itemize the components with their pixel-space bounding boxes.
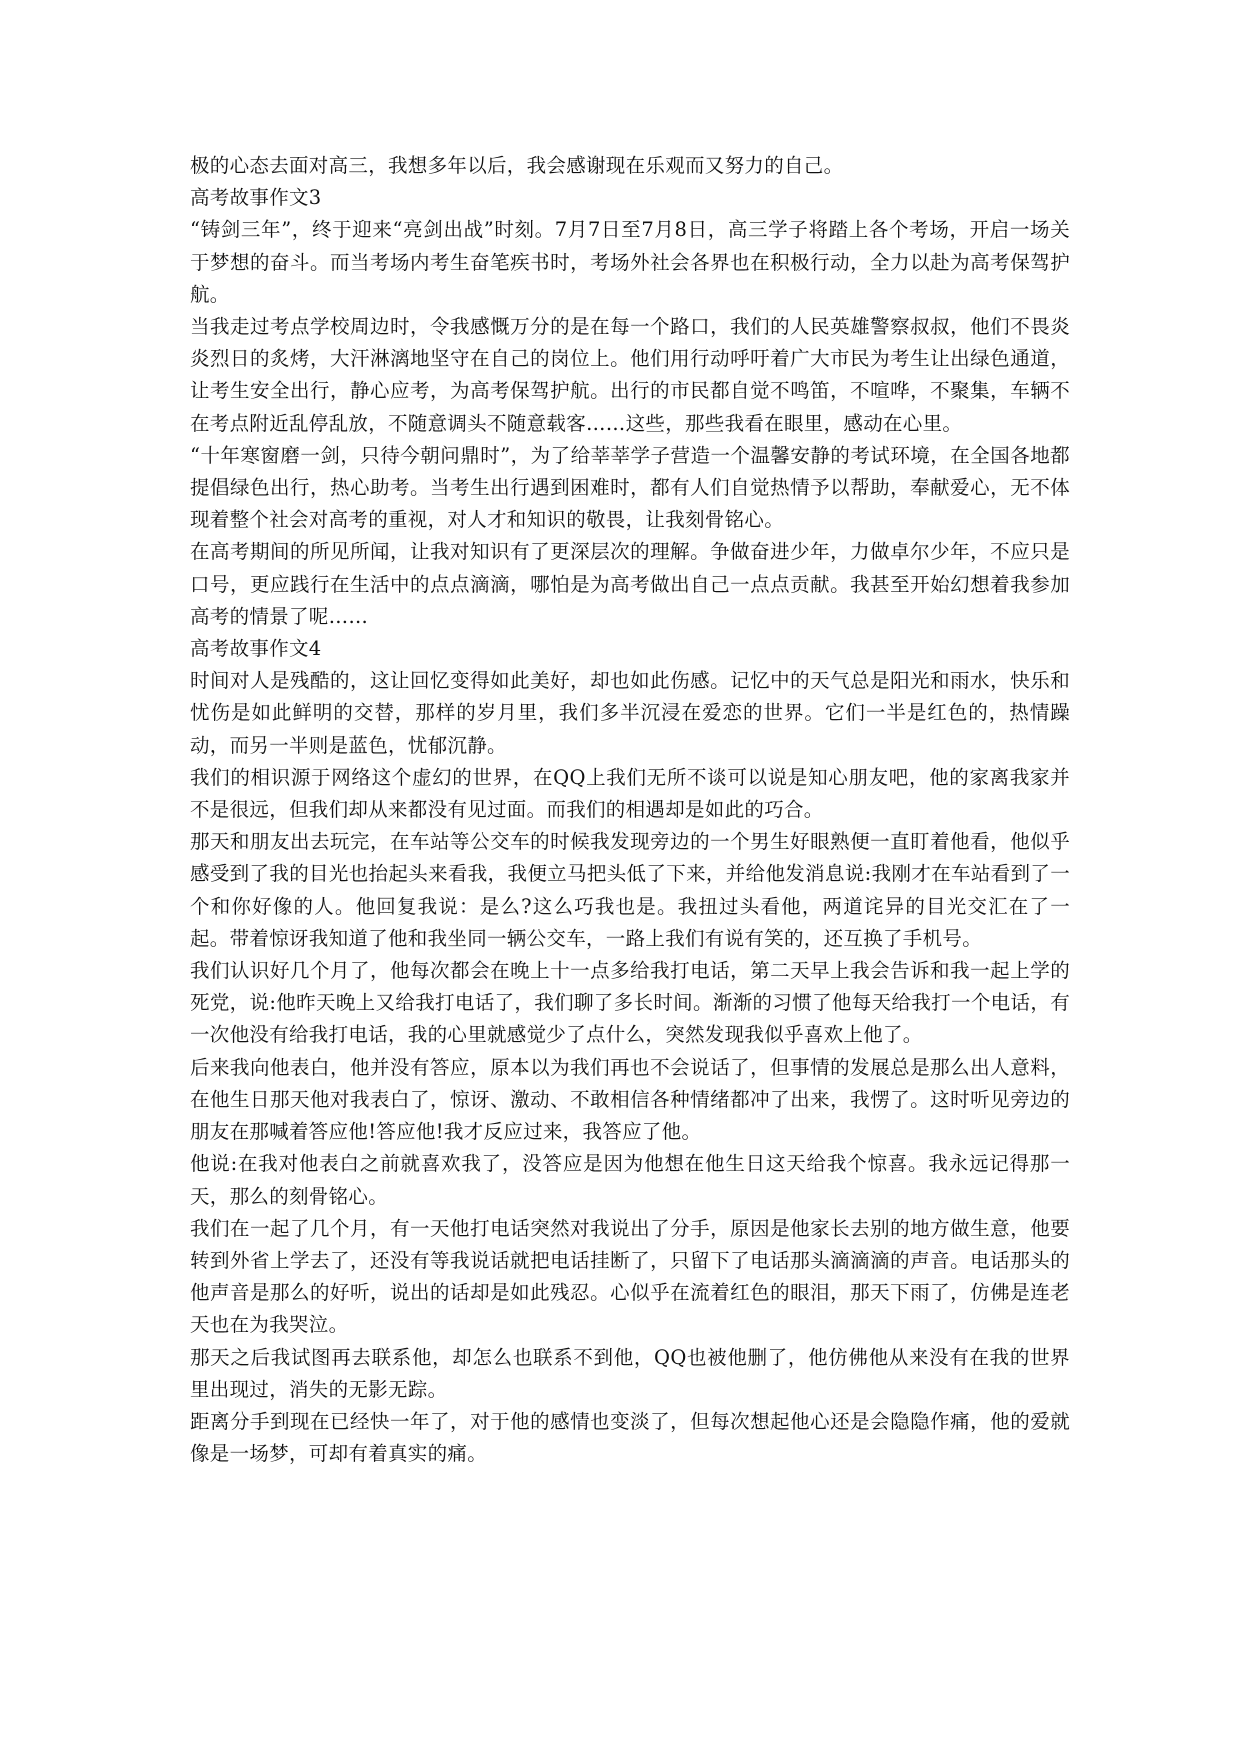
essay3-paragraph-1: “铸剑三年”，终于迎来“亮剑出战”时刻。7月7日至7月8日，高三学子将踏上各个考场，开启一场关于梦想的奋斗。而当考场内考生奋笔疾书时，考场外社会各界也在积极行动，全力以赴为高考保驾护航。 xyxy=(190,218,1070,306)
essay4-paragraph-2: 我们的相识源于网络这个虚幻的世界，在QQ上我们无所不谈可以说是知心朋友吧，他的家离我家并不是很远，但我们却从来都没有见过面。而我们的相遇却是如此的巧合。 xyxy=(190,765,1070,822)
essay3-paragraph-2: 当我走过考点学校周边时，令我感慨万分的是在每一个路口，我们的人民英雄警察叔叔，他们不畏炎炎烈日的炙烤，大汗淋漓地坚守在自己的岗位上。他们用行动呼吁着广大市民为考生让出绿色通道，让考生安全出行，静心应考，为高考保驾护航。出行的市民都自觉不鸣笛，不喧哗，不聚集，车辆不在考点附近乱停乱放，不随意调头不随意载客……这些，那些我看在眼里，感动在心里。 xyxy=(190,315,1070,435)
essay3-paragraph-3: “十年寒窗磨一剑，只待今朝问鼎时”，为了给莘莘学子营造一个温馨安静的考试环境，在全国各地都提倡绿色出行，热心助考。当考生出行遇到困难时，都有人们自觉热情予以帮助，奉献爱心，无不体现着整个社会对高考的重视，对人才和知识的敬畏，让我刻骨铭心。 xyxy=(190,443,1070,532)
essay-title-4: 高考故事作文4 xyxy=(190,637,322,661)
essay-title-3: 高考故事作文3 xyxy=(190,186,322,210)
essay3-paragraph-4: 在高考期间的所见所闻，让我对知识有了更深层次的理解。争做奋进少年，力做卓尔少年，不应只是口号，更应践行在生活中的点点滴滴，哪怕是为高考做出自己一点点贡献。我甚至开始幻想着我参加高考的情景了呢…… xyxy=(190,540,1070,628)
essay4-paragraph-7: 我们在一起了几个月，有一天他打电话突然对我说出了分手，原因是他家长去别的地方做生意，他要转到外省上学去了，还没有等我说话就把电话挂断了，只留下了电话那头滴滴滴的声音。电话那头的他声音是那么的好听，说出的话却是如此残忍。心似乎在流着红色的眼泪，那天下雨了，仿佛是连老天也在为我哭泣。 xyxy=(190,1216,1070,1337)
essay4-paragraph-3: 那天和朋友出去玩完，在车站等公交车的时候我发现旁边的一个男生好眼熟便一直盯着他看，他似乎感受到了我的目光也抬起头来看我，我便立马把头低了下来，并给他发消息说:我刚才在车站看到了一个和你好像的人。他回复我说：是么?这么巧我也是。我扭过头看他，两道诧异的目光交汇在了一起。带着惊讶我知道了他和我坐同一辆公交车，一路上我们有说有笑的，还互换了手机号。 xyxy=(190,830,1070,950)
paragraph-continued: 极的心态去面对高三，我想多年以后，我会感谢现在乐观而又努力的自己。 xyxy=(190,154,844,177)
essay4-paragraph-5: 后来我向他表白，他并没有答应，原本以为我们再也不会说话了，但事情的发展总是那么出人意料，在他生日那天他对我表白了，惊讶、激动、不敢相信各种情绪都冲了出来，我愣了。这时听见旁边的朋友在那喊着答应他!答应他!我才反应过来，我答应了他。 xyxy=(190,1055,1070,1144)
essay4-paragraph-8: 那天之后我试图再去联系他，却怎么也联系不到他，QQ也被他删了，他仿佛他从来没有在我的世界里出现过，消失的无影无踪。 xyxy=(190,1345,1070,1401)
essay4-paragraph-1: 时间对人是残酷的，这让回忆变得如此美好，却也如此伤感。记忆中的天气总是阳光和雨水，快乐和忧伤是如此鲜明的交替，那样的岁月里，我们多半沉浸在爱恋的世界。它们一半是红色的，热情躁动，而另一半则是蓝色，忧郁沉静。 xyxy=(190,669,1070,757)
essay4-paragraph-4: 我们认识好几个月了，他每次都会在晚上十一点多给我打电话，第二天早上我会告诉和我一起上学的死党，说:他昨天晚上又给我打电话了，我们聊了多长时间。渐渐的习惯了他每天给我打一个电话，有一次他没有给我打电话，我的心里就感觉少了点什么，突然发现我似乎喜欢上他了。 xyxy=(190,959,1070,1047)
document-page xyxy=(190,150,1070,1470)
essay4-paragraph-9: 距离分手到现在已经快一年了，对于他的感情也变淡了，但每次想起他心还是会隐隐作痛，他的爱就像是一场梦，可却有着真实的痛。 xyxy=(190,1409,1070,1466)
essay4-paragraph-6: 他说:在我对他表白之前就喜欢我了，没答应是因为他想在他生日这天给我个惊喜。我永远记得那一天，那么的刻骨铭心。 xyxy=(190,1152,1070,1208)
